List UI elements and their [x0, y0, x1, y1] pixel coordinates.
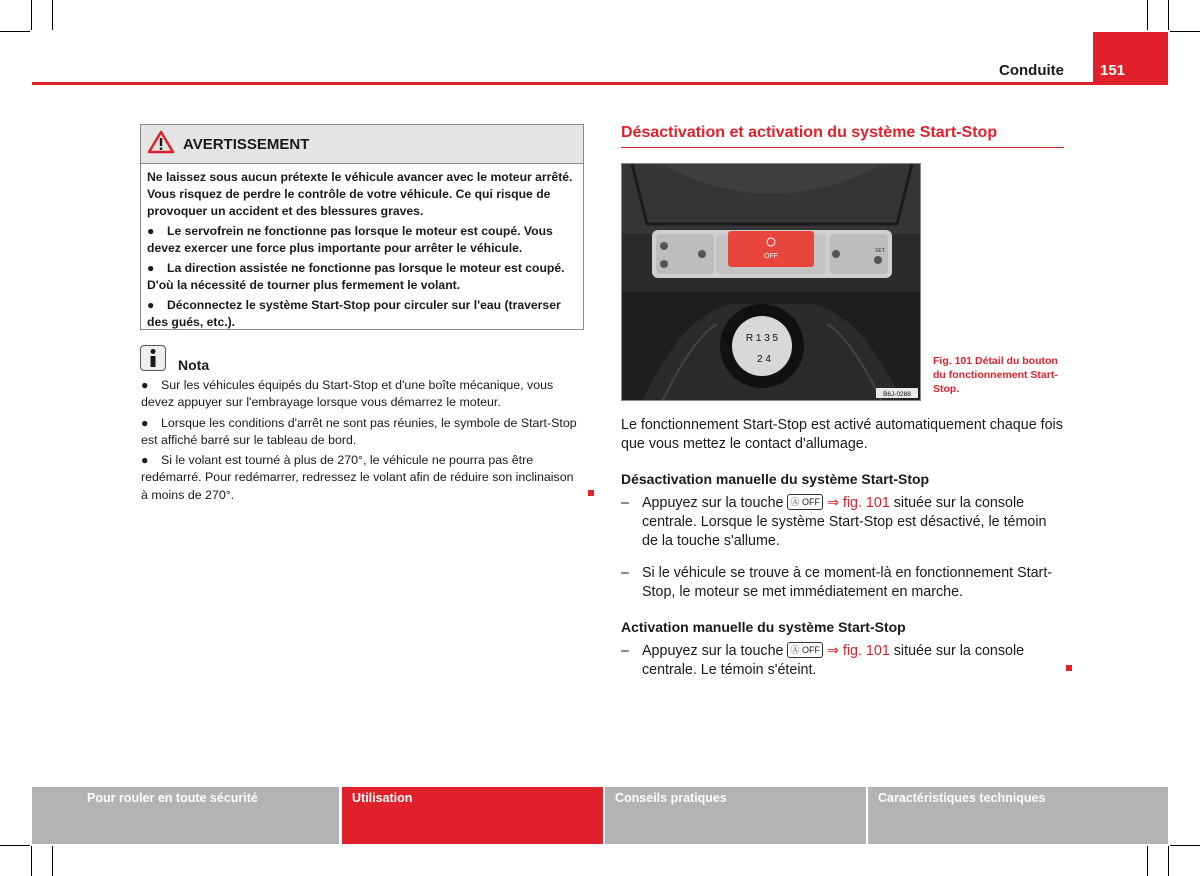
start-stop-key-icon: Ⓐ OFF — [787, 494, 823, 510]
section-intro: Le fonctionnement Start-Stop est activé automatiquement chaque fois que vous mettez le contact d'allumage. — [621, 417, 1063, 452]
nota-bullet: ● Lorsque les conditions d'arrêt ne sont pas réunies, le symbole de Start-Stop est affiché barré sur le tableau de bord. — [141, 415, 577, 447]
gear-pattern-bottom: 2 4 — [757, 354, 771, 365]
crop-mark — [1168, 846, 1169, 876]
off-button-label: OFF — [764, 253, 778, 260]
figure-reference[interactable]: ⇒ fig. 101 — [826, 643, 890, 659]
crop-mark — [52, 0, 53, 30]
crop-mark — [52, 846, 53, 876]
page-number: 151 — [1100, 62, 1126, 79]
nota-bullet: ● Si le volant est tourné à plus de 270°, le véhicule ne pourra pas être redémarré. Pour redémarrer, redressez le volant afin de réduire son inclinaison à moins de 270°. — [141, 453, 574, 502]
warning-title: AVERTISSEMENT — [183, 135, 310, 153]
warning-bullet: ● Déconnectez le système Start-Stop pour circuler sur l'eau (traverser des gués, etc.). — [147, 298, 561, 329]
crop-mark — [1147, 846, 1148, 876]
warning-bullet: ● Le servofrein ne fonctionne pas lorsque le moteur est coupé. Vous devez exercer une force plus importante pour arrêter le véhicule. — [147, 224, 553, 255]
gear-pattern-top: R 1 3 5 — [745, 333, 779, 344]
crop-mark — [0, 31, 30, 32]
crop-mark — [1147, 0, 1148, 30]
crop-mark — [31, 0, 32, 30]
warning-box — [140, 124, 584, 330]
tab-caracteristiques-techniques[interactable]: Caractéristiques techniques — [868, 787, 1168, 844]
crop-mark — [31, 846, 32, 876]
deactivation-step-1: – Appuyez sur la touche Ⓐ OFF ⇒ fig. 101 située sur la console centrale. Lorsque le système Start-Stop est désactivé, le témoin de la touche s'allume. — [621, 495, 1047, 549]
crop-mark — [0, 845, 30, 846]
tab-pour-rouler[interactable]: Pour rouler en toute sécurité — [32, 787, 339, 844]
warning-header — [141, 125, 583, 164]
nota-body — [141, 377, 581, 507]
tab-utilisation[interactable]: Utilisation — [342, 787, 603, 844]
section-end-mark — [1066, 665, 1072, 671]
crop-mark — [1170, 845, 1200, 846]
crop-mark — [1170, 31, 1200, 32]
header-rule — [32, 82, 1168, 85]
activation-step-1: – Appuyez sur la touche Ⓐ OFF ⇒ fig. 101 située sur la console centrale. Le témoin s'éteint. — [621, 643, 1025, 678]
section-end-mark — [588, 490, 594, 496]
figure-reference[interactable]: ⇒ fig. 101 — [826, 495, 890, 511]
nota-bullet: ● Sur les véhicules équipés du Start-Stop et d'une boîte mécanique, vous devez appuyer sur l'embrayage lorsque vous démarrez le moteur. — [141, 378, 554, 410]
warning-bullet: ● La direction assistée ne fonctionne pas lorsque le moteur est coupé. D'où la nécessité de tourner plus fermement le volant. — [147, 261, 565, 292]
figure-101 — [621, 163, 921, 401]
chapter-title: Conduite — [999, 62, 1064, 79]
section-title: Désactivation et activation du système Start-Stop — [621, 124, 998, 141]
deactivation-step-2: – Si le véhicule se trouve à ce moment-là en fonctionnement Start-Stop, le moteur se met immédiatement en marche. — [621, 565, 1053, 600]
crop-mark — [1168, 0, 1169, 30]
figure-code: B6J-0288 — [883, 391, 911, 398]
activation-heading: Activation manuelle du système Start-Stop — [621, 619, 906, 635]
start-stop-key-icon: Ⓐ OFF — [787, 642, 823, 658]
figure-caption: Fig. 101 Détail du bouton du fonctionnement Start-Stop. — [933, 355, 1058, 395]
nota-title: Nota — [178, 357, 210, 373]
info-icon — [140, 345, 166, 371]
warning-triangle-icon — [147, 130, 175, 159]
tab-conseils-pratiques[interactable]: Conseils pratiques — [605, 787, 866, 844]
set-button-label: SET — [875, 248, 885, 254]
section-rule — [621, 147, 1064, 148]
warning-body — [141, 164, 583, 331]
warning-intro: Ne laissez sous aucun prétexte le véhicule avancer avec le moteur arrêté. Vous risquez de perdre le contrôle de votre véhicule. Ce qui risque de provoquer un accident et des blessures graves. — [147, 170, 573, 218]
deactivation-heading: Désactivation manuelle du système Start-Stop — [621, 471, 930, 487]
